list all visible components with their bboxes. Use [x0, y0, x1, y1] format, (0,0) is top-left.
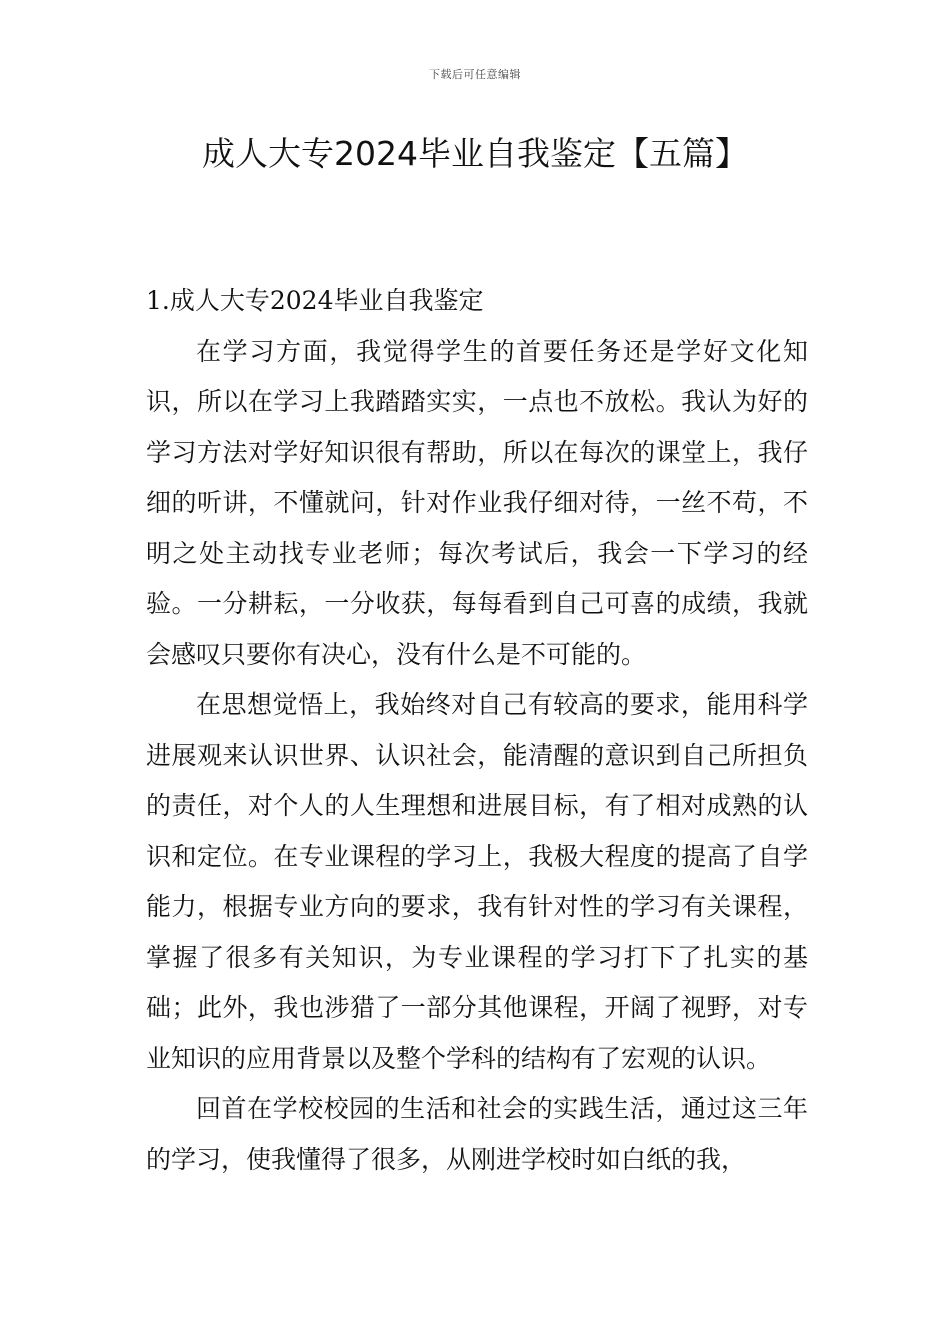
header-note: 下载后可任意编辑: [429, 68, 521, 81]
document-body: [146, 276, 808, 1185]
paragraph-thought: 在思想觉悟上，我始终对自己有较高的要求，能用科学进展观来认识世界、认识社会，能清醒的意识到自己所担负的责任，对个人的人生理想和进展目标，有了相对成熟的认识和定位。在专业课程的学习上，我极大程度的提高了自学能力，根据专业方向的要求，我有针对性的学习有关课程，掌握了很多有关知识，为专业课程的学习打下了扎实的基础；此外，我也涉猎了一部分其他课程，开阔了视野，对专业知识的应用背景以及整个学科的结构有了宏观的认识。: [146, 690, 808, 1073]
paragraph-review: 回首在学校校园的生活和社会的实践生活，通过这三年的学习，使我懂得了很多，从刚进学校时如白纸的我，: [146, 1094, 808, 1174]
section-heading: 1.成人大专2024毕业自我鉴定: [146, 286, 484, 315]
document-title: 成人大专2024毕业自我鉴定【五篇】: [202, 134, 748, 173]
paragraph-study: 在学习方面，我觉得学生的首要任务还是学好文化知识，所以在学习上我踏踏实实，一点也不放松。我认为好的学习方法对学好知识很有帮助，所以在每次的课堂上，我仔细的听讲，不懂就问，针对作业我仔细对待，一丝不苟，不明之处主动找专业老师；每次考试后，我会一下学习的经验。一分耕耘，一分收获，每每看到自己可喜的成绩，我就会感叹只要你有决心，没有什么是不可能的。: [146, 336, 808, 669]
